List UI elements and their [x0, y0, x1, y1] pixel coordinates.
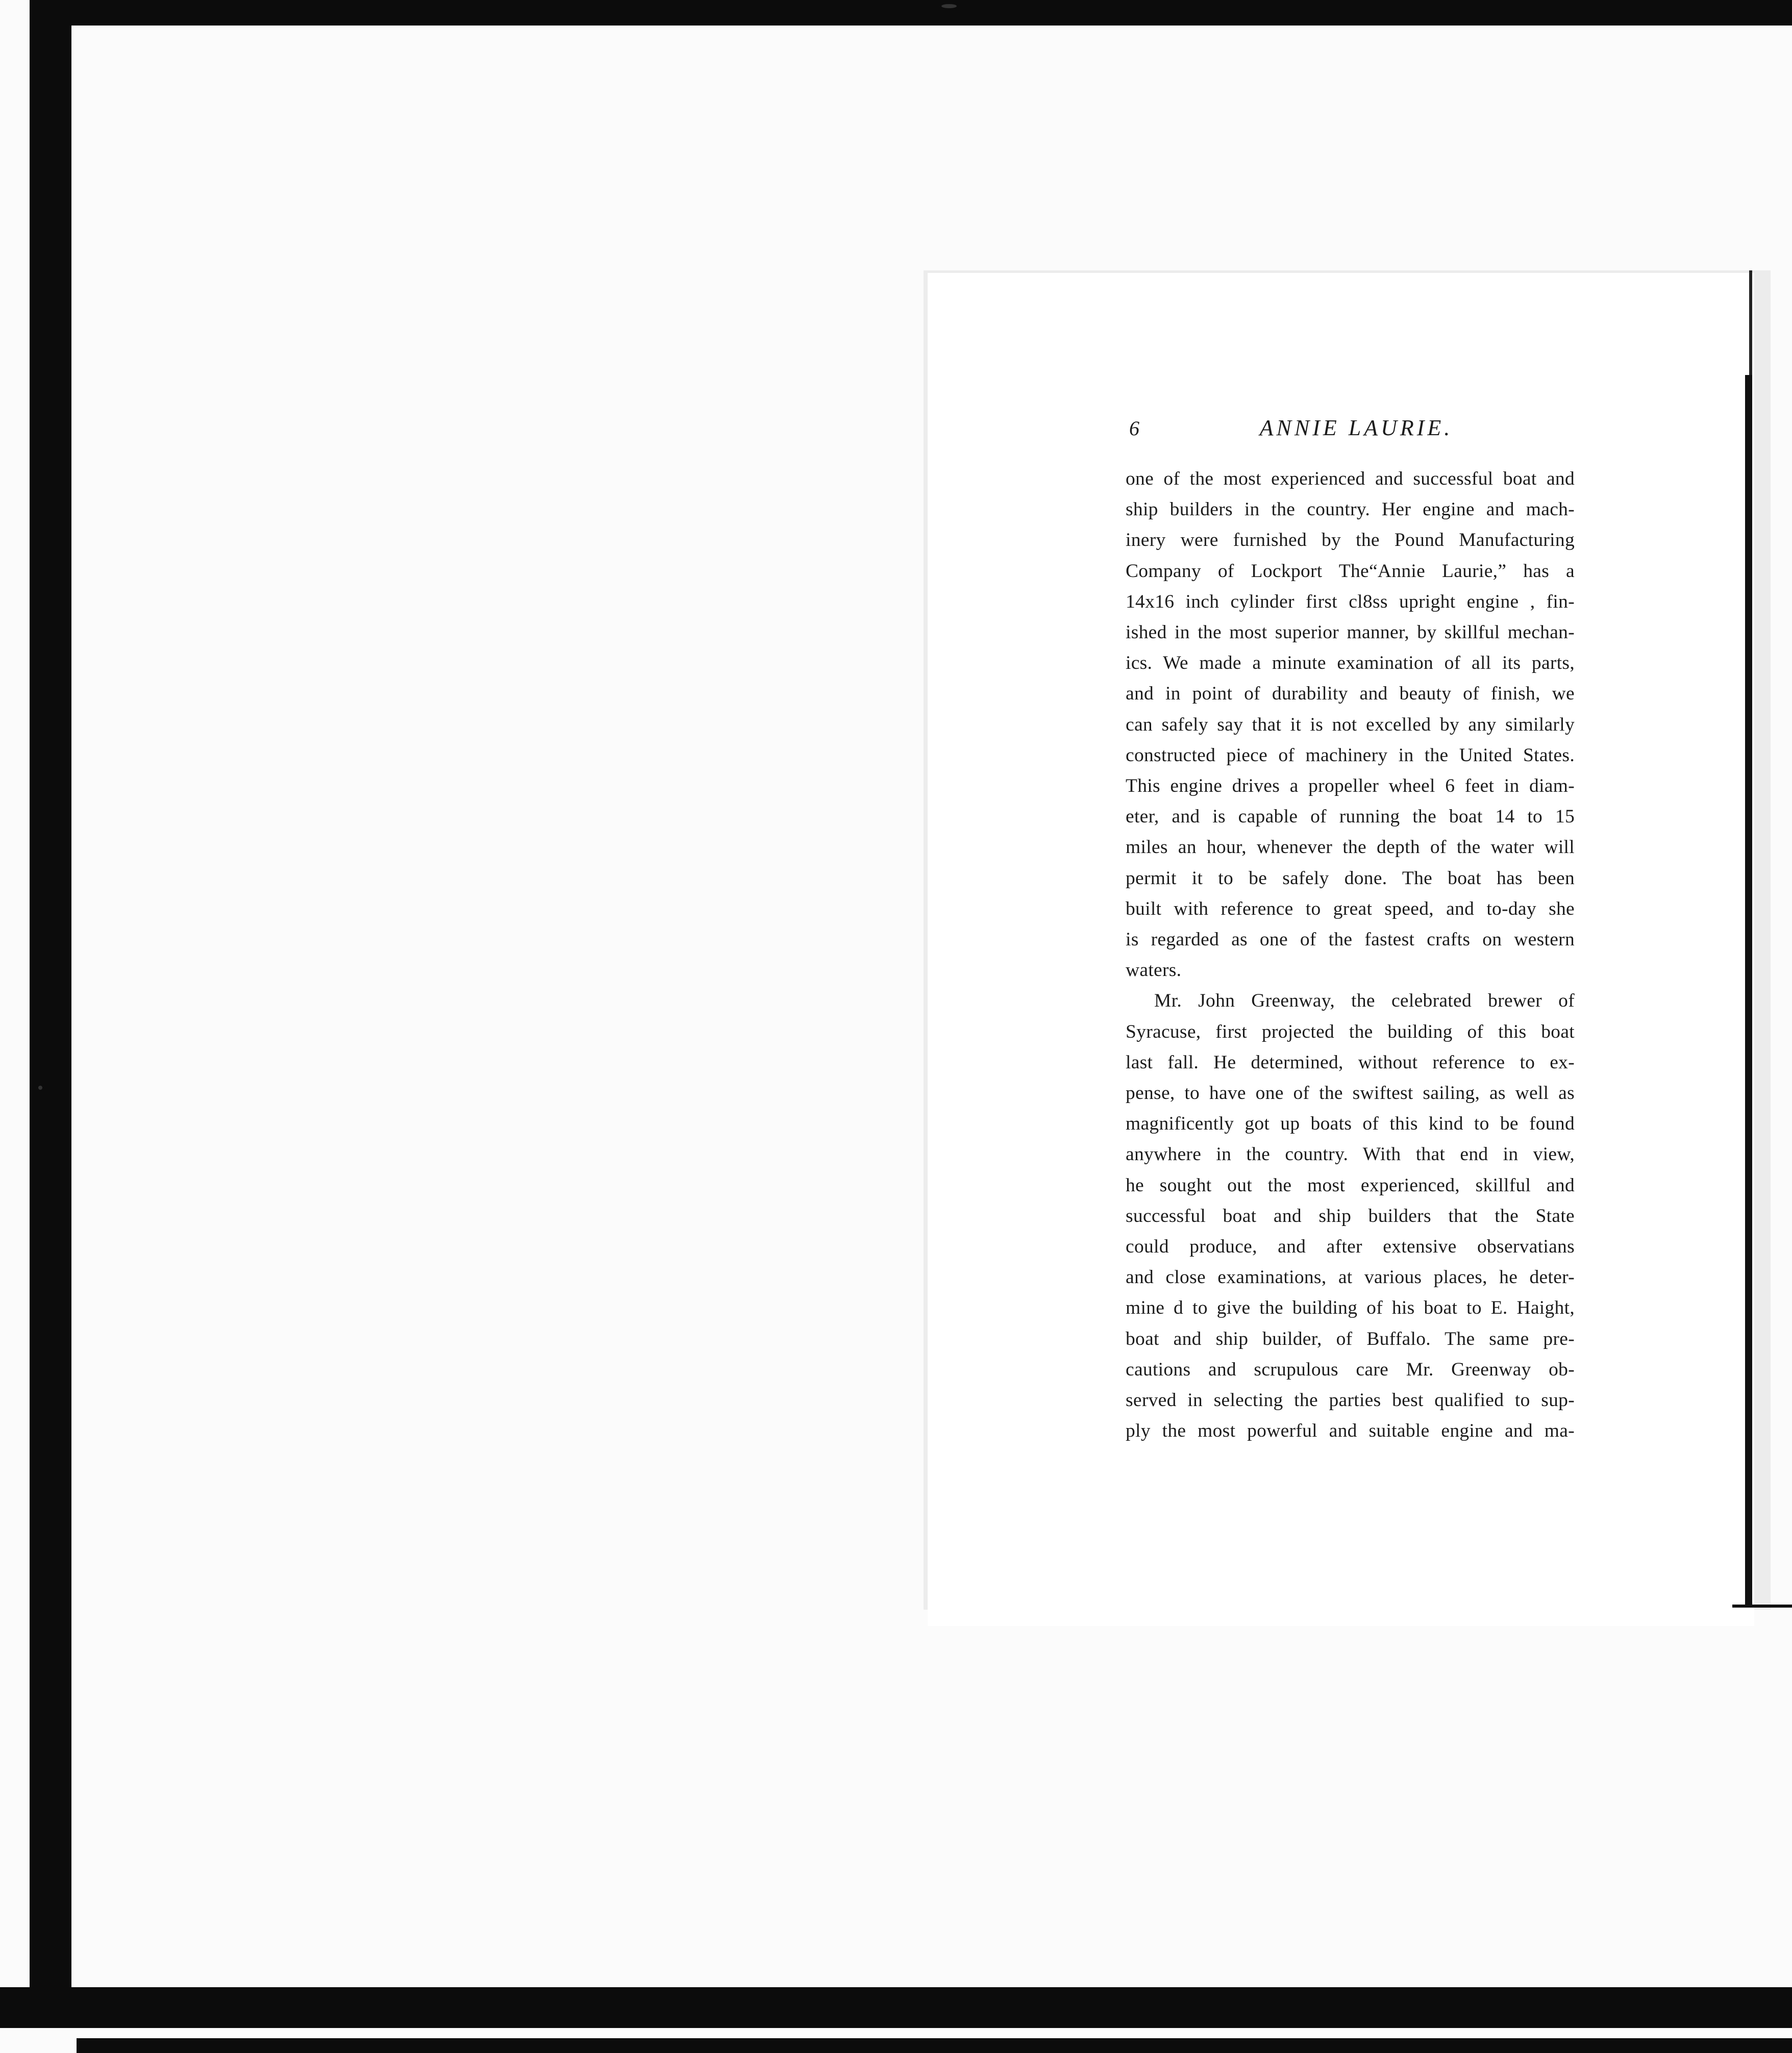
text-line: permit it to be safely done. The boat has been [1126, 867, 1575, 889]
text-line: can safely say that it is not excelled by any similarly [1126, 714, 1575, 735]
text-line: mine d to give the building of his boat to E. Haight, [1126, 1297, 1575, 1319]
text-line: constructed piece of machinery in the United States. [1126, 744, 1575, 766]
text-line: and close examinations, at various places, he deter- [1126, 1267, 1575, 1288]
running-head: ANNIE LAURIE. [1259, 415, 1453, 440]
dust-speck [38, 1086, 42, 1090]
text-line: anywhere in the country. With that end in view, [1126, 1144, 1575, 1165]
text-line: could produce, and after extensive observatians [1126, 1236, 1575, 1258]
text-line: and in point of durability and beauty of finish, we [1126, 683, 1575, 705]
text-line: Company of Lockport The“Annie Laurie,” has a [1126, 560, 1575, 582]
dust-speck [941, 4, 957, 8]
text-line: Mr. John Greenway, the celebrated brewer of [1154, 990, 1575, 1012]
text-line: last fall. He determined, without reference to ex- [1126, 1051, 1575, 1073]
text-line: This engine drives a propeller wheel 6 feet in diam- [1126, 775, 1575, 797]
page-bottom-rule [1732, 1605, 1792, 1608]
text-line: is regarded as one of the fastest crafts on western [1126, 929, 1575, 950]
scan-frame-bottom-edge [77, 2038, 1792, 2053]
text-line: served in selecting the parties best qualified to sup- [1126, 1390, 1575, 1411]
page-spine-top [1749, 270, 1752, 378]
text-line: pense, to have one of the swiftest sailing, as well as [1126, 1083, 1575, 1104]
text-line: inery were furnished by the Pound Manufacturing [1126, 530, 1575, 551]
text-line: one of the most experienced and successful boat and [1126, 468, 1575, 489]
text-line: successful boat and ship builders that the State [1126, 1205, 1575, 1226]
body-text [1126, 464, 1575, 1447]
book-page [928, 273, 1754, 1626]
text-line: waters. [1126, 960, 1182, 981]
page-number: 6 [1129, 417, 1140, 440]
scan-frame-left-gap [0, 0, 30, 2053]
text-line: ics. We made a minute examination of all its parts, [1126, 653, 1575, 674]
text-line: ship builders in the country. Her engine and mach- [1126, 499, 1575, 520]
text-line: boat and ship builder, of Buffalo. The same pre- [1126, 1328, 1575, 1349]
text-line: Syracuse, first projected the building of this boat [1126, 1021, 1575, 1042]
text-line: ply the most powerful and suitable engine and ma- [1126, 1420, 1575, 1442]
text-line: ished in the most superior manner, by skillful mechan- [1126, 622, 1575, 643]
text-line: miles an hour, whenever the depth of the water will [1126, 837, 1575, 858]
text-line: magnificently got up boats of this kind to be found [1126, 1113, 1575, 1135]
text-line: he sought out the most experienced, skillful and [1126, 1174, 1575, 1196]
scan-right-margin [1783, 26, 1792, 1987]
text-line: eter, and is capable of running the boat 14 to 15 [1126, 806, 1575, 828]
text-line: built with reference to great speed, and to-day she [1126, 898, 1575, 919]
scan-frame-top [0, 0, 1792, 26]
scan-frame-bottom [0, 1987, 1792, 2028]
page-spine [1745, 375, 1752, 1606]
text-line: 14x16 inch cylinder first cl8ss upright engine , fin- [1126, 591, 1575, 612]
text-line: cautions and scrupulous care Mr. Greenway ob- [1126, 1359, 1575, 1380]
